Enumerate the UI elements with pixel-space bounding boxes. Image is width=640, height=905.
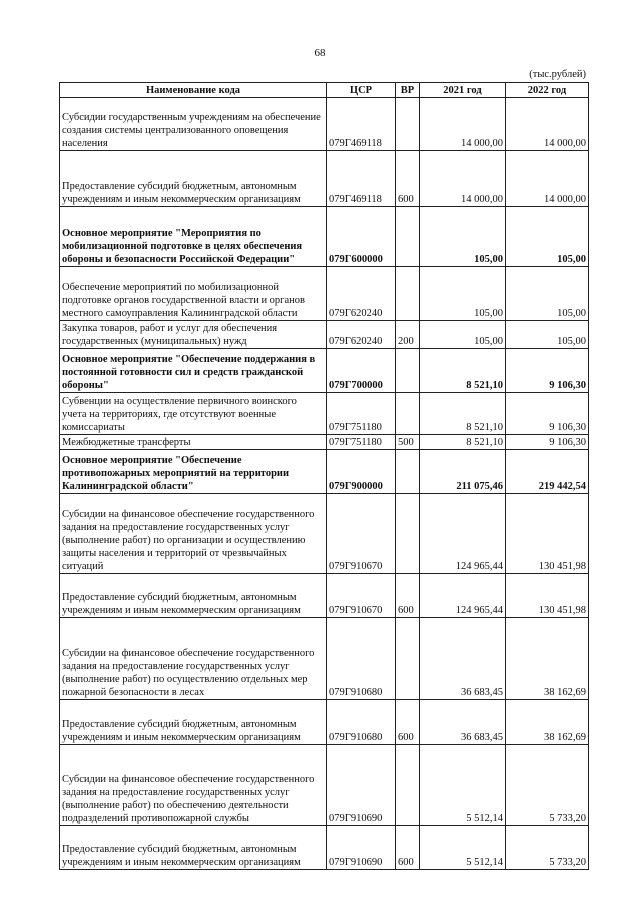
table-header-row xyxy=(60,83,589,98)
row-2021-cell: 5 512,14 xyxy=(420,826,506,870)
row-2022-cell: 219 442,54 xyxy=(506,450,589,494)
row-name-cell: Субвенции на осуществление первичного воинского учета на территориях, где отсутствуют военные комиссариаты xyxy=(60,393,327,435)
row-vr-cell: 600 xyxy=(396,826,420,870)
table-row xyxy=(60,267,589,321)
row-vr-cell xyxy=(396,267,420,321)
row-csr-cell: 079Г900000 xyxy=(327,450,396,494)
row-name-cell: Предоставление субсидий бюджетным, автономным учреждениям и иным некоммерческим организациям xyxy=(60,826,327,870)
row-2022-cell: 38 162,69 xyxy=(506,618,589,700)
page-number: 68 xyxy=(314,47,326,59)
row-csr-cell: 079Г600000 xyxy=(327,207,396,267)
row-2021-cell: 36 683,45 xyxy=(420,700,506,745)
row-name-cell: Межбюджетные трансферты xyxy=(60,435,327,450)
table-row xyxy=(60,98,589,151)
row-csr-cell: 079Г620240 xyxy=(327,321,396,349)
row-name-cell: Предоставление субсидий бюджетным, автономным учреждениям и иным некоммерческим организациям xyxy=(60,151,327,207)
table-row xyxy=(60,151,589,207)
row-2022-cell: 105,00 xyxy=(506,207,589,267)
row-vr-cell xyxy=(396,349,420,393)
row-2021-cell: 5 512,14 xyxy=(420,745,506,826)
row-csr-cell: 079Г910670 xyxy=(327,494,396,574)
row-2021-cell: 8 521,10 xyxy=(420,393,506,435)
header-csr: ЦСР xyxy=(327,83,396,98)
row-vr-cell xyxy=(396,98,420,151)
row-2022-cell: 9 106,30 xyxy=(506,393,589,435)
row-2021-cell: 124 965,44 xyxy=(420,494,506,574)
table-row xyxy=(60,618,589,700)
row-csr-cell: 079Г700000 xyxy=(327,349,396,393)
row-2021-cell: 8 521,10 xyxy=(420,435,506,450)
table-row xyxy=(60,435,589,450)
row-csr-cell: 079Г910690 xyxy=(327,826,396,870)
row-vr-cell xyxy=(396,745,420,826)
row-2021-cell: 124 965,44 xyxy=(420,574,506,618)
row-2021-cell: 14 000,00 xyxy=(420,98,506,151)
row-name-cell: Обеспечение мероприятий по мобилизационной подготовке органов государственной власти и органов местного самоуправления Калининградской области xyxy=(60,267,327,321)
row-csr-cell: 079Г469118 xyxy=(327,98,396,151)
row-2022-cell: 130 451,98 xyxy=(506,574,589,618)
table-row xyxy=(60,826,589,870)
row-vr-cell: 600 xyxy=(396,151,420,207)
row-2021-cell: 211 075,46 xyxy=(420,450,506,494)
row-csr-cell: 079Г910680 xyxy=(327,700,396,745)
row-2022-cell: 38 162,69 xyxy=(506,700,589,745)
header-vr: ВР xyxy=(396,83,420,98)
row-name-cell: Закупка товаров, работ и услуг для обеспечения государственных (муниципальных) нужд xyxy=(60,321,327,349)
row-vr-cell xyxy=(396,393,420,435)
row-csr-cell: 079Г751180 xyxy=(327,393,396,435)
row-name-cell: Субсидии государственным учреждениям на обеспечение создания системы централизованного оповещения населения xyxy=(60,98,327,151)
row-name-cell: Основное мероприятие "Обеспечение противопожарных мероприятий на территории Калининградской области" xyxy=(60,450,327,494)
row-2022-cell: 130 451,98 xyxy=(506,494,589,574)
row-csr-cell: 079Г469118 xyxy=(327,151,396,207)
table-row xyxy=(60,321,589,349)
table-row xyxy=(60,450,589,494)
row-vr-cell: 200 xyxy=(396,321,420,349)
row-2022-cell: 5 733,20 xyxy=(506,826,589,870)
row-2022-cell: 9 106,30 xyxy=(506,349,589,393)
row-vr-cell xyxy=(396,494,420,574)
row-name-cell: Предоставление субсидий бюджетным, автономным учреждениям и иным некоммерческим организациям xyxy=(60,574,327,618)
row-2022-cell: 9 106,30 xyxy=(506,435,589,450)
row-vr-cell: 600 xyxy=(396,574,420,618)
table-row xyxy=(60,207,589,267)
table-row xyxy=(60,700,589,745)
row-2021-cell: 105,00 xyxy=(420,267,506,321)
budget-table xyxy=(59,82,589,870)
row-vr-cell xyxy=(396,207,420,267)
table-row xyxy=(60,349,589,393)
row-name-cell: Основное мероприятие "Мероприятия по мобилизационной подготовке в целях обеспечения обороны и безопасности Российской Федерации" xyxy=(60,207,327,267)
row-name-cell: Основное мероприятие "Обеспечение поддержания в постоянной готовности сил и средств гражданской обороны" xyxy=(60,349,327,393)
units-label: (тыс.рублей) xyxy=(529,69,586,80)
row-2022-cell: 5 733,20 xyxy=(506,745,589,826)
table-row xyxy=(60,393,589,435)
header-2021: 2021 год xyxy=(420,83,506,98)
row-vr-cell xyxy=(396,618,420,700)
row-name-cell: Субсидии на финансовое обеспечение государственного задания на предоставление государственных услуг (выполнение работ) по осуществлению отдельных мер пожарной безопасности в лесах xyxy=(60,618,327,700)
row-csr-cell: 079Г751180 xyxy=(327,435,396,450)
row-2022-cell: 14 000,00 xyxy=(506,151,589,207)
row-vr-cell: 500 xyxy=(396,435,420,450)
table-row xyxy=(60,745,589,826)
table-row xyxy=(60,574,589,618)
table-row xyxy=(60,494,589,574)
row-name-cell: Субсидии на финансовое обеспечение государственного задания на предоставление государственных услуг (выполнение работ) по организации и осуществлению защиты населения и территорий от чрезвычайных ситуаций xyxy=(60,494,327,574)
row-2021-cell: 14 000,00 xyxy=(420,151,506,207)
row-2021-cell: 36 683,45 xyxy=(420,618,506,700)
row-csr-cell: 079Г910690 xyxy=(327,745,396,826)
row-2021-cell: 105,00 xyxy=(420,207,506,267)
row-csr-cell: 079Г910670 xyxy=(327,574,396,618)
row-vr-cell xyxy=(396,450,420,494)
header-name: Наименование кода xyxy=(60,83,327,98)
row-csr-cell: 079Г910680 xyxy=(327,618,396,700)
row-2022-cell: 105,00 xyxy=(506,267,589,321)
row-csr-cell: 079Г620240 xyxy=(327,267,396,321)
row-2021-cell: 105,00 xyxy=(420,321,506,349)
row-name-cell: Предоставление субсидий бюджетным, автономным учреждениям и иным некоммерческим организациям xyxy=(60,700,327,745)
row-name-cell: Субсидии на финансовое обеспечение государственного задания на предоставление государственных услуг (выполнение работ) по обеспечению деятельности подразделений противопожарной службы xyxy=(60,745,327,826)
row-vr-cell: 600 xyxy=(396,700,420,745)
header-2022: 2022 год xyxy=(506,83,589,98)
row-2022-cell: 105,00 xyxy=(506,321,589,349)
row-2022-cell: 14 000,00 xyxy=(506,98,589,151)
row-2021-cell: 8 521,10 xyxy=(420,349,506,393)
